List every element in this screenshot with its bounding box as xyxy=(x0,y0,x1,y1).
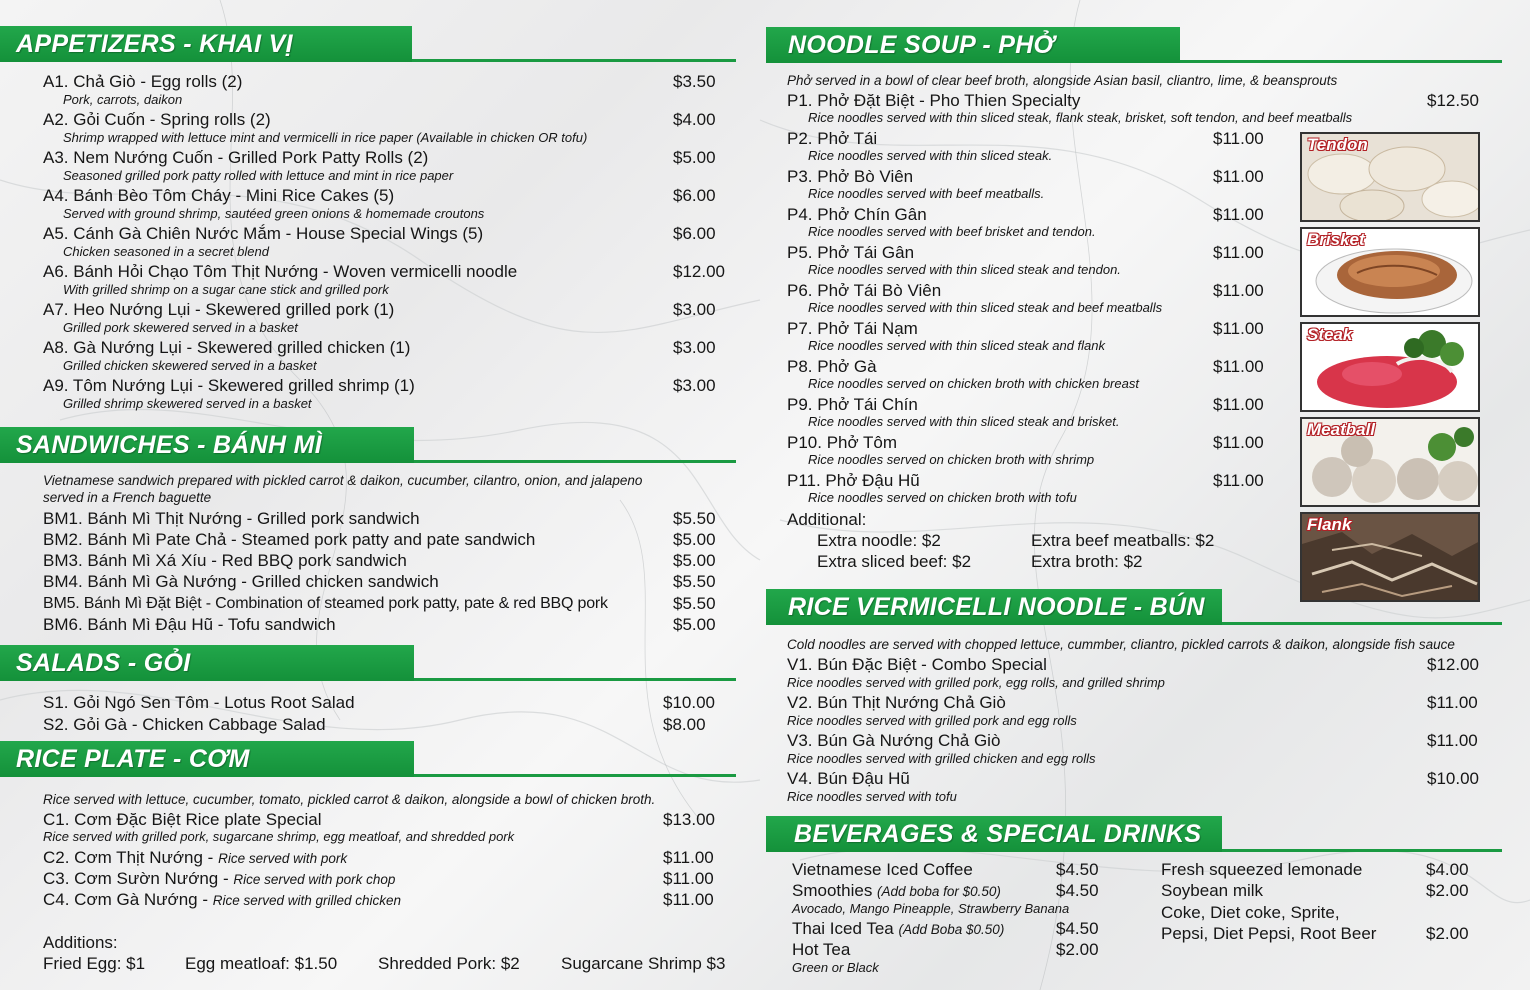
menu-item-p6: P6. Phở Tái Bò Viên xyxy=(787,281,942,300)
pho-additional-label: Additional: xyxy=(787,510,867,529)
menu-item-a8: A8. Gà Nướng Lụi - Skewered grilled chicken (1) xyxy=(43,338,411,357)
menu-item-c2 xyxy=(43,848,347,869)
price-a8: $3.00 xyxy=(673,338,716,357)
price-p1: $12.50 xyxy=(1427,91,1479,110)
smoothies-name: Smoothies xyxy=(792,881,878,900)
extra-noodle: Extra noodle: $2 xyxy=(817,531,941,550)
price-v1: $12.00 xyxy=(1427,655,1479,674)
menu-item-p4: P4. Phở Chín Gân xyxy=(787,205,927,224)
desc-a9: Grilled shrimp skewered served in a basket xyxy=(63,396,312,411)
desc-p6: Rice noodles served with thin sliced steak and beef meatballs xyxy=(808,300,1163,315)
menu-item-p10: P10. Phở Tôm xyxy=(787,433,898,452)
price-v2: $11.00 xyxy=(1427,693,1478,712)
price-a6: $12.00 xyxy=(673,262,725,281)
photo-brisket xyxy=(1300,227,1480,317)
price-bm2: $5.00 xyxy=(673,530,716,549)
desc-a7: Grilled pork skewered served in a basket xyxy=(63,320,298,335)
price-a1: $3.50 xyxy=(673,72,716,91)
beverage-smoothies xyxy=(792,881,1001,902)
price-hot-tea: $2.00 xyxy=(1056,940,1099,959)
salads-banner: SALADS - GỎI xyxy=(0,645,414,681)
price-thai-iced-tea: $4.50 xyxy=(1056,919,1099,938)
menu-item-bm2: BM2. Bánh Mì Pate Chả - Steamed pork patty and pate sandwich xyxy=(43,530,536,549)
desc-v2: Rice noodles served with grilled pork and egg rolls xyxy=(787,713,1077,728)
beverage-hot-tea: Hot Tea xyxy=(792,940,851,959)
menu-item-a6: A6. Bánh Hỏi Chạo Tôm Thịt Nướng - Woven vermicelli noodle xyxy=(43,262,518,281)
price-smoothies: $4.50 xyxy=(1056,881,1099,900)
extra-sliced-beef: Extra sliced beef: $2 xyxy=(817,552,972,571)
desc-p8: Rice noodles served on chicken broth with chicken breast xyxy=(808,376,1139,391)
sandwiches-intro-1: Vietnamese sandwich prepared with pickled carrot & daikon, cucumber, cilantro, onion, and jalapeno xyxy=(43,473,643,488)
price-p6: $11.00 xyxy=(1213,281,1264,300)
menu-item-c4 xyxy=(43,890,401,911)
price-bm4: $5.50 xyxy=(673,572,716,591)
beverage-soybean-milk: Soybean milk xyxy=(1161,881,1264,900)
c3-name: C3. Cơm Sườn Nướng - xyxy=(43,869,234,888)
price-p8: $11.00 xyxy=(1213,357,1264,376)
photo-meatball xyxy=(1300,417,1480,507)
desc-p5: Rice noodles served with thin sliced steak and tendon. xyxy=(808,262,1121,277)
price-a9: $3.00 xyxy=(673,376,716,395)
price-v4: $10.00 xyxy=(1427,769,1479,788)
desc-a5: Chicken seasoned in a secret blend xyxy=(63,244,269,259)
extra-broth: Extra broth: $2 xyxy=(1031,552,1143,571)
desc-c1: Rice served with grilled pork, sugarcane shrimp, egg meatloaf, and shredded pork xyxy=(43,829,515,844)
photo-label-flank: Flank xyxy=(1307,515,1352,534)
menu-item-bm1: BM1. Bánh Mì Thịt Nướng - Grilled pork sandwich xyxy=(43,509,420,528)
smoothies-note: (Add boba for $0.50) xyxy=(877,884,1001,899)
beverage-vietnamese-iced-coffee: Vietnamese Iced Coffee xyxy=(792,860,973,879)
desc-p11: Rice noodles served on chicken broth with tofu xyxy=(808,490,1077,505)
c3-sub: Rice served with pork chop xyxy=(233,872,396,887)
beverage-sodas-line2: Pepsi, Diet Pepsi, Root Beer xyxy=(1161,924,1377,943)
rice-plate-banner: RICE PLATE - CƠM xyxy=(0,741,414,777)
c2-sub: Rice served with pork xyxy=(218,851,348,866)
menu-item-p7: P7. Phở Tái Nạm xyxy=(787,319,918,338)
price-bm1: $5.50 xyxy=(673,509,716,528)
menu-item-p3: P3. Phở Bò Viên xyxy=(787,167,914,186)
menu-item-a1: A1. Chả Giò - Egg rolls (2) xyxy=(43,72,243,91)
appetizers-banner: APPETIZERS - KHAI VỊ xyxy=(0,26,412,62)
price-soybean-milk: $2.00 xyxy=(1426,881,1469,900)
menu-item-v3: V3. Bún Gà Nướng Chả Giò xyxy=(787,731,1001,750)
beverage-lemonade: Fresh squeezed lemonade xyxy=(1161,860,1363,879)
price-a4: $6.00 xyxy=(673,186,716,205)
beverages-underline xyxy=(1222,849,1502,852)
desc-a6: With grilled shrimp on a sugar cane stick and grilled pork xyxy=(63,282,389,297)
price-s2: $8.00 xyxy=(663,715,706,734)
bun-intro: Cold noodles are served with chopped lettuce, cummber, cliantro, pickled carrots & daikon, alongside fish sauce xyxy=(787,637,1455,652)
menu-item-c1: C1. Cơm Đặc Biệt Rice plate Special xyxy=(43,810,322,829)
beverage-sodas-line1: Coke, Diet coke, Sprite, xyxy=(1161,903,1340,922)
rice-plate-underline xyxy=(414,774,736,777)
menu-item-bm4: BM4. Bánh Mì Gà Nướng - Grilled chicken sandwich xyxy=(43,572,439,591)
thai-tea-note: (Add Boba $0.50) xyxy=(898,922,1005,937)
menu-item-bm6: BM6. Bánh Mì Đậu Hũ - Tofu sandwich xyxy=(43,615,336,634)
price-p5: $11.00 xyxy=(1213,243,1264,262)
menu-item-s2: S2. Gỏi Gà - Chicken Cabbage Salad xyxy=(43,715,326,734)
price-a5: $6.00 xyxy=(673,224,716,243)
price-p11: $11.00 xyxy=(1213,471,1264,490)
desc-p2: Rice noodles served with thin sliced steak. xyxy=(808,148,1053,163)
desc-p1: Rice noodles served with thin sliced steak, flank steak, brisket, soft tendon, and beef meatballs xyxy=(808,110,1353,125)
appetizers-underline xyxy=(412,59,736,62)
price-c1: $13.00 xyxy=(663,810,715,829)
menu-item-s1: S1. Gỏi Ngó Sen Tôm - Lotus Root Salad xyxy=(43,693,355,712)
desc-p3: Rice noodles served with beef meatballs. xyxy=(808,186,1045,201)
desc-a2: Shrimp wrapped with lettuce mint and vermicelli in rice paper (Available in chicken OR tofu) xyxy=(63,130,588,145)
desc-v1: Rice noodles served with grilled pork, egg rolls, and grilled shrimp xyxy=(787,675,1165,690)
menu-item-a9: A9. Tôm Nướng Lụi - Skewered grilled shrimp (1) xyxy=(43,376,415,395)
price-s1: $10.00 xyxy=(663,693,715,712)
pho-intro: Phở served in a bowl of clear beef broth, alongside Asian basil, cliantro, lime, & beansprouts xyxy=(787,73,1338,88)
desc-a4: Served with ground shrimp, sautéed green onions & homemade croutons xyxy=(63,206,485,221)
menu-item-bm5: BM5. Bánh Mì Đặt Biệt - Combination of steamed pork patty, pate & red BBQ pork xyxy=(43,595,608,612)
photo-flank xyxy=(1300,512,1480,602)
price-v3: $11.00 xyxy=(1427,731,1478,750)
photo-tendon xyxy=(1300,132,1480,222)
menu-item-p2: P2. Phở Tái xyxy=(787,129,878,148)
menu-item-a3: A3. Nem Nướng Cuốn - Grilled Pork Patty Rolls (2) xyxy=(43,148,429,167)
addition-fried-egg: Fried Egg: $1 xyxy=(43,954,146,973)
price-p2: $11.00 xyxy=(1213,129,1264,148)
price-a2: $4.00 xyxy=(673,110,716,129)
c4-name: C4. Cơm Gà Nướng - xyxy=(43,890,213,909)
price-c4: $11.00 xyxy=(663,890,714,909)
menu-item-p11: P11. Phở Đậu Hũ xyxy=(787,471,920,490)
sandwiches-banner: SANDWICHES - BÁNH MÌ xyxy=(0,427,414,463)
price-bm6: $5.00 xyxy=(673,615,716,634)
price-a3: $5.00 xyxy=(673,148,716,167)
pho-banner: NOODLE SOUP - PHỞ xyxy=(766,27,1180,63)
menu-item-bm3: BM3. Bánh Mì Xá Xíu - Red BBQ pork sandwich xyxy=(43,551,407,570)
price-c3: $11.00 xyxy=(663,869,714,888)
menu-item-v1: V1. Bún Đặc Biệt - Combo Special xyxy=(787,655,1047,674)
photo-label-brisket: Brisket xyxy=(1307,230,1365,249)
menu-item-c3 xyxy=(43,869,395,890)
pho-underline xyxy=(1180,60,1502,63)
desc-smoothies: Avocado, Mango Pineapple, Strawberry Banana xyxy=(792,901,1070,916)
c4-sub: Rice served with grilled chicken xyxy=(212,893,402,908)
photo-label-steak: Steak xyxy=(1307,325,1353,344)
desc-a3: Seasoned grilled pork patty rolled with lettuce and mint in rice paper xyxy=(63,168,454,183)
price-lemonade: $4.00 xyxy=(1426,860,1469,879)
price-a7: $3.00 xyxy=(673,300,716,319)
desc-p10: Rice noodles served on chicken broth with shrimp xyxy=(808,452,1095,467)
price-vietnamese-iced-coffee: $4.50 xyxy=(1056,860,1099,879)
addition-shredded-pork: Shredded Pork: $2 xyxy=(378,954,520,973)
menu-item-a7: A7. Heo Nướng Lụi - Skewered grilled pork (1) xyxy=(43,300,395,319)
menu-item-p9: P9. Phở Tái Chín xyxy=(787,395,918,414)
bun-underline xyxy=(1222,622,1502,625)
price-p4: $11.00 xyxy=(1213,205,1264,224)
beverages-banner: BEVERAGES & SPECIAL DRINKS xyxy=(766,816,1222,852)
photo-label-tendon: Tendon xyxy=(1307,135,1368,154)
desc-a8: Grilled chicken skewered served in a basket xyxy=(63,358,317,373)
thai-tea-name: Thai Iced Tea xyxy=(792,919,899,938)
menu-item-p8: P8. Phở Gà xyxy=(787,357,877,376)
desc-v4: Rice noodles served with tofu xyxy=(787,789,957,804)
price-p7: $11.00 xyxy=(1213,319,1264,338)
desc-v3: Rice noodles served with grilled chicken and egg rolls xyxy=(787,751,1096,766)
price-bm3: $5.00 xyxy=(673,551,716,570)
price-p10: $11.00 xyxy=(1213,433,1264,452)
rice-plate-intro: Rice served with lettuce, cucumber, tomato, pickled carrot & daikon, alongside a bowl of chicken broth. xyxy=(43,792,656,807)
sandwiches-underline xyxy=(414,460,736,463)
addition-sugarcane-shrimp: Sugarcane Shrimp $3 xyxy=(561,954,726,973)
photo-steak xyxy=(1300,322,1480,412)
price-p9: $11.00 xyxy=(1213,395,1264,414)
menu-item-a5: A5. Cánh Gà Chiên Nước Mắm - House Special Wings (5) xyxy=(43,224,484,243)
desc-p9: Rice noodles served with thin sliced steak and brisket. xyxy=(808,414,1120,429)
extra-beef-meatballs: Extra beef meatballs: $2 xyxy=(1031,531,1215,550)
desc-hot-tea: Green or Black xyxy=(792,960,879,975)
c2-name: C2. Cơm Thịt Nướng - xyxy=(43,848,219,867)
bun-banner: RICE VERMICELLI NOODLE - BÚN xyxy=(766,589,1222,625)
menu-item-a2: A2. Gỏi Cuốn - Spring rolls (2) xyxy=(43,110,271,129)
price-c2: $11.00 xyxy=(663,848,714,867)
addition-egg-meatloaf: Egg meatloaf: $1.50 xyxy=(185,954,338,973)
beverage-thai-iced-tea xyxy=(792,919,1004,940)
salads-underline xyxy=(414,678,736,681)
desc-a1: Pork, carrots, daikon xyxy=(63,92,183,107)
desc-p7: Rice noodles served with thin sliced steak and flank xyxy=(808,338,1105,353)
price-bm5: $5.50 xyxy=(673,594,716,613)
menu-item-v4: V4. Bún Đậu Hũ xyxy=(787,769,910,788)
menu-item-a4: A4. Bánh Bèo Tôm Cháy - Mini Rice Cakes (5) xyxy=(43,186,395,205)
menu-item-p1: P1. Phở Đặt Biệt - Pho Thien Specialty xyxy=(787,91,1081,110)
additions-label: Additions: xyxy=(43,933,118,952)
menu-item-p5: P5. Phở Tái Gân xyxy=(787,243,915,262)
price-sodas: $2.00 xyxy=(1426,924,1469,943)
desc-p4: Rice noodles served with beef brisket and tendon. xyxy=(808,224,1096,239)
sandwiches-intro-2: served in a French baguette xyxy=(43,490,212,505)
price-p3: $11.00 xyxy=(1213,167,1264,186)
photo-label-meatball: Meatball xyxy=(1307,420,1376,439)
menu-item-v2: V2. Bún Thịt Nướng Chả Giò xyxy=(787,693,1006,712)
